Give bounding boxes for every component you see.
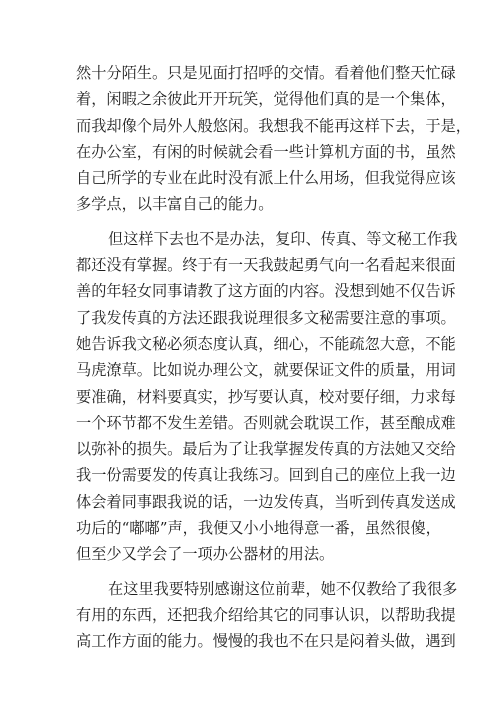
text-line: 在这里我要特别感谢这位前辈，她不仅教给了我很多 — [108, 579, 458, 598]
text-line: 了我发传真的方法还跟我说理很多文秘需要注意的事项。 — [76, 308, 456, 327]
text-line: 体会着同事跟我说的话，一边发传真，当听到传真发送成 — [76, 492, 456, 511]
text-line: 然十分陌生。只是见面打招呼的交情。看着他们整天忙碌 — [76, 64, 456, 82]
text-line: 都还没有掌握。终于有一天我鼓起勇气向一名看起来很面 — [76, 256, 456, 275]
text-line: 着，闲暇之余彼此开开玩笑，觉得他们真的是一个集体， — [76, 90, 456, 109]
paragraph-gap — [76, 218, 428, 226]
text-line: 高工作方面的能力。慢慢的我也不在只是闷着头做，遇到 — [76, 632, 456, 651]
body-text — [76, 60, 471, 655]
text-line: 而我却像个局外人般悠闲。我想我不能再这样下去，于是， — [76, 116, 471, 135]
text-line: 有用的东西，还把我介绍给其它的同事认识，以帮助我提 — [76, 605, 456, 624]
text-line: 功后的“嘟嘟”声，我便又小小地得意一番，虽然很傻， — [76, 519, 441, 538]
text-line: 我一份需要发的传真让我练习。回到自己的座位上我一边 — [76, 466, 456, 485]
text-line: 一个环节都不发生差错。否则就会耽误工作，甚至酿成难 — [76, 413, 456, 432]
text-line: 但至少又学会了一项办公器材的用法。 — [76, 545, 335, 564]
text-line: 马虎潦草。比如说办理公文，就要保证文件的质量，用词 — [76, 361, 456, 380]
text-line: 要准确，材料要真实，抄写要认真，校对要仔细，力求每 — [76, 387, 456, 406]
text-line: 在办公室，有闲的时候就会看一些计算机方面的书，虽然 — [76, 142, 456, 161]
text-line: 但这样下去也不是办法，复印、传真、等文秘工作我 — [108, 229, 458, 248]
paragraph-gap — [76, 568, 428, 576]
paragraph-2 — [76, 226, 458, 568]
text-line: 自己所学的专业在此时没有派上什么用场，但我觉得应该 — [76, 169, 456, 188]
text-line: 她告诉我文秘必须态度认真，细心，不能疏忽大意，不能 — [76, 334, 456, 353]
paragraph-3 — [76, 576, 458, 655]
paragraph-1 — [76, 60, 471, 218]
text-line: 以弥补的损失。最后为了让我掌握发传真的方法她又交给 — [76, 440, 456, 459]
text-line: 多学点，以丰富自己的能力。 — [76, 195, 274, 214]
text-line: 善的年轻女同事请教了这方面的内容。没想到她不仅告诉 — [76, 282, 456, 301]
